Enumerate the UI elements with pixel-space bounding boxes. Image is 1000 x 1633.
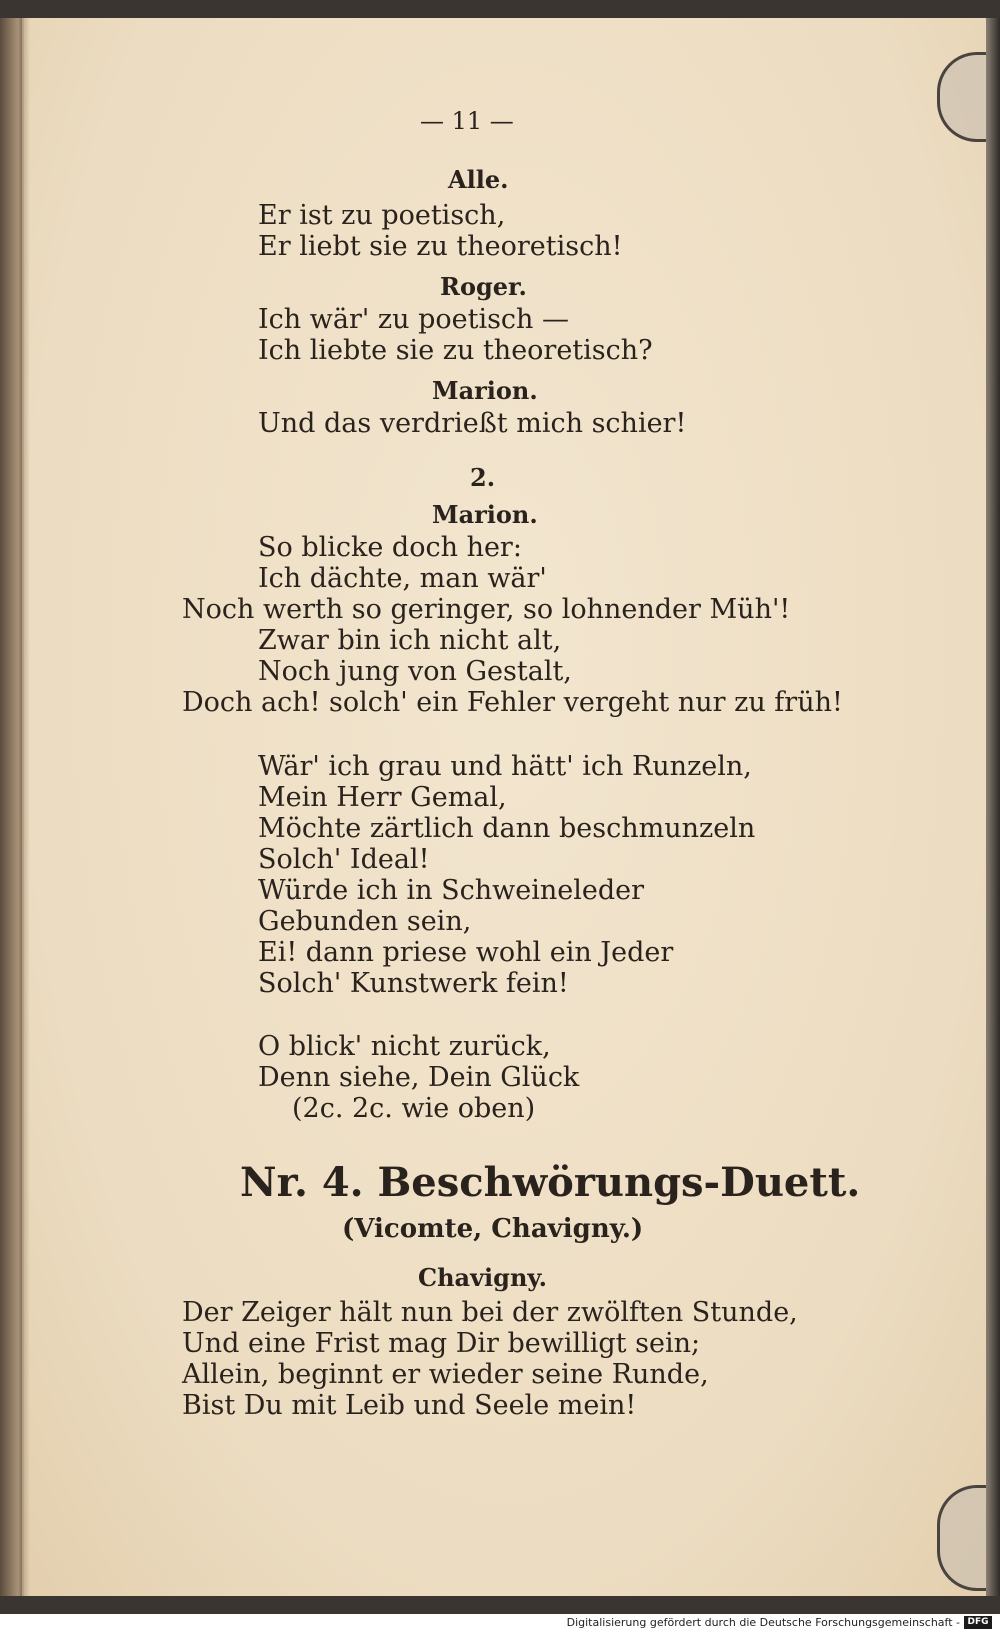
- verse-line: Allein, beginnt er wieder seine Runde,: [182, 1359, 709, 1390]
- verse-line: Ei! dann priese wohl ein Jeder: [258, 937, 674, 968]
- footer-credit: Digitalisierung gefördert durch die Deutsche Forschungsgemeinschaft -: [566, 1616, 960, 1629]
- verse-line: Möchte zärtlich dann beschmunzeln: [258, 813, 756, 844]
- dfg-logo: DFG: [964, 1616, 992, 1629]
- section-subheading: (Vicomte, Chavigny.): [342, 1214, 644, 1244]
- verse-line: Denn siehe, Dein Glück: [258, 1062, 580, 1093]
- verse-line: Doch ach! solch' ein Fehler vergeht nur zu früh!: [182, 687, 843, 718]
- verse-line: Gebunden sein,: [258, 906, 472, 937]
- verse-line: Und eine Frist mag Dir bewilligt sein;: [182, 1328, 701, 1359]
- verse-line: Solch' Ideal!: [258, 844, 430, 875]
- speaker-marion: Marion.: [432, 500, 538, 529]
- verse-line: Ich wär' zu poetisch —: [258, 304, 570, 335]
- verse-line: Und das verdrießt mich schier!: [258, 408, 687, 439]
- section-heading: Nr. 4. Beschwörungs-Duett.: [240, 1159, 861, 1206]
- verse-line: Noch jung von Gestalt,: [258, 656, 572, 687]
- verse-line: So blicke doch her:: [258, 532, 522, 563]
- verse-line: Der Zeiger hält nun bei der zwölften Stunde,: [182, 1297, 798, 1328]
- verse-line: Er liebt sie zu theoretisch!: [258, 231, 623, 262]
- book-spine: [0, 18, 30, 1596]
- verse-line: Würde ich in Schweineleder: [258, 875, 645, 906]
- speaker-chavigny: Chavigny.: [418, 1263, 547, 1292]
- verse-line: Ich dächte, man wär': [258, 563, 547, 594]
- verse-line: Bist Du mit Leib und Seele mein!: [182, 1390, 637, 1421]
- verse-line: Ich liebte sie zu theoretisch?: [258, 335, 653, 366]
- verse-line: (2c. 2c. wie oben): [292, 1093, 536, 1124]
- verse-line: Er ist zu poetisch,: [258, 200, 506, 231]
- page-number: — 11 —: [420, 107, 514, 135]
- verse-line: Zwar bin ich nicht alt,: [258, 625, 562, 656]
- speaker-marion: Marion.: [432, 376, 538, 405]
- page-clip-bottom: [937, 1485, 986, 1591]
- speaker-roger: Roger.: [440, 272, 527, 301]
- verse-line: Solch' Kunstwerk fein!: [258, 968, 569, 999]
- verse-line: O blick' nicht zurück,: [258, 1031, 551, 1062]
- verse-line: Wär' ich grau und hätt' ich Runzeln,: [258, 751, 752, 782]
- page-edge: [986, 18, 1000, 1596]
- verse-line: Mein Herr Gemal,: [258, 782, 507, 813]
- speaker-alle: Alle.: [448, 165, 509, 194]
- verse-number: 2.: [470, 463, 496, 492]
- verse-line: Noch werth so geringer, so lohnender Müh'!: [182, 594, 791, 625]
